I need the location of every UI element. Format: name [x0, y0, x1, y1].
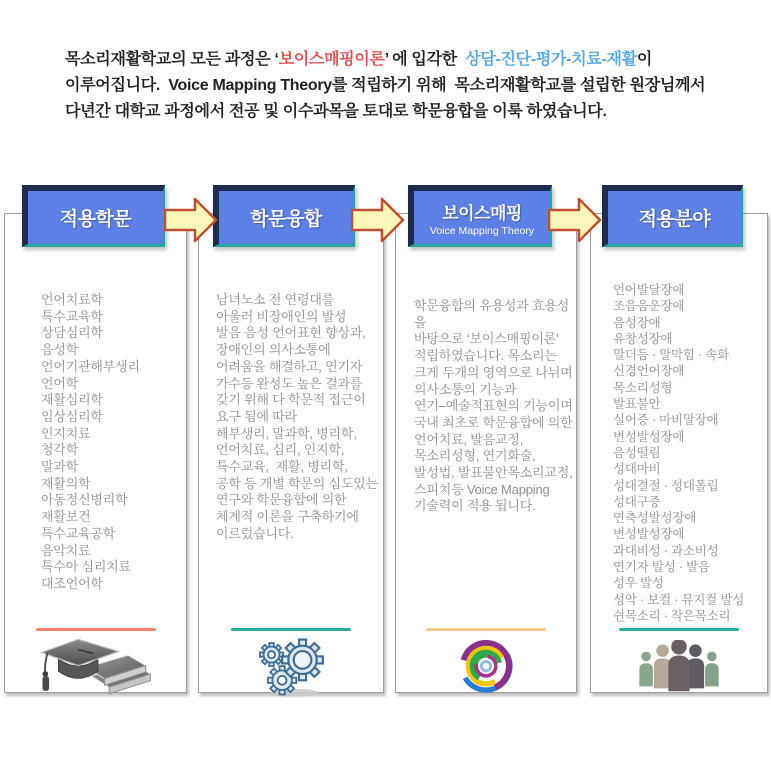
list-item: 음성장애	[613, 315, 661, 330]
list-item: 발음 음성 언어표현 향상과,	[216, 325, 366, 341]
header-title: 학문융합	[250, 209, 322, 230]
column-card-convergence	[198, 213, 384, 693]
list-item: 말더듬 · 말막힘 · 속화	[613, 348, 730, 363]
list-item: 인지치료	[41, 425, 91, 441]
list-item: 성악 · 보컬 · 뮤지컬 발성	[613, 592, 745, 607]
list-item: 적립하였습니다. 목소리는	[414, 348, 557, 364]
list-item: 언어학	[41, 375, 79, 391]
separator-line	[426, 628, 546, 631]
list-item: 연기–예술적표현의 기능이며	[414, 398, 573, 414]
list-item: 아동정신병리학	[41, 492, 128, 508]
flow-arrow-3	[548, 197, 602, 243]
color-rings-icon	[396, 636, 576, 698]
list-item: 변성발성장애	[613, 527, 685, 542]
list-item: 신경언어장애	[613, 364, 685, 379]
list-item: 성대마비	[613, 462, 661, 477]
list-item: 재활의학	[41, 475, 91, 491]
list-item: 음성떨림	[613, 445, 661, 460]
list-item: 쉰목소리 · 작은목소리	[613, 608, 731, 623]
list-item: 발표불안	[613, 397, 661, 412]
list-item: 성우 발성	[613, 576, 664, 591]
flow-arrow-2	[351, 197, 405, 243]
convergence-description	[216, 292, 378, 543]
list-item: 목소리성형, 연기화술,	[414, 448, 536, 464]
list-item: 특수아 심리치료	[41, 559, 131, 575]
list-item: 아울러 비장애인의 발성	[216, 308, 347, 324]
list-item: 언어치료학	[41, 292, 103, 307]
column-card-voice-mapping	[395, 213, 577, 693]
list-item: 대조언어학	[41, 575, 103, 591]
header-applied-studies	[22, 185, 165, 247]
list-item: 언어발달장애	[613, 283, 685, 297]
intro-line1-mid: ’ 에 입각한	[384, 51, 466, 68]
list-item: 재활보건	[41, 509, 91, 525]
flow-arrow-1	[164, 197, 218, 243]
graduation-cap-books-icon	[5, 636, 186, 698]
list-item: 실어증 · 마비말장애	[613, 413, 719, 428]
list-item: 특수교육공학	[41, 525, 116, 541]
list-item: 체계적 이론을 구축하기에	[216, 509, 359, 525]
intro-paragraph	[65, 47, 735, 125]
list-item: 목소리성형	[613, 380, 673, 395]
list-item: 연축성발성장애	[613, 511, 697, 526]
header-voice-mapping	[408, 185, 552, 247]
list-item: 공학 등 개별 학문의 심도있는	[216, 475, 378, 491]
column-card-application-fields	[590, 213, 768, 693]
list-item: 언어치료, 발음교정,	[414, 431, 524, 447]
list-item: 가수등 완성도 높은 결과를	[216, 375, 363, 391]
list-item: 재활심리학	[41, 392, 103, 408]
separator-line	[231, 628, 351, 631]
list-item: 의사소통의 기능과	[414, 381, 517, 397]
list-item: 스피치등 Voice Mapping	[414, 481, 550, 497]
header-convergence	[213, 185, 355, 247]
list-item: 변성발성장애	[613, 429, 685, 444]
list-item: 언어치료, 심리, 인지학,	[216, 442, 345, 458]
header-application-fields	[602, 185, 743, 247]
list-item: 연기자 발성 · 발음	[613, 560, 710, 575]
intro-line-1	[65, 47, 735, 73]
list-item: 과대비성 · 과소비성	[613, 543, 719, 558]
column-card-applied-studies	[4, 213, 187, 693]
list-item: 특수교육학	[41, 308, 103, 324]
list-item: 바탕으로 ‘보이스매핑이론’	[414, 331, 559, 347]
list-item: 국내 최초로 학문융합에 의한	[414, 414, 573, 430]
list-item: 언어기관해부생리	[41, 358, 140, 374]
intro-line1-pre: 목소리재활학교의 모든 과정은 ‘	[65, 51, 279, 68]
list-item: 성대결절 · 성대폴립	[613, 478, 719, 493]
list-item: 요구 됨에 따라	[216, 408, 297, 424]
list-item: 조음음운장애	[613, 299, 685, 314]
list-item: 남녀노소 전 연령대를	[216, 292, 335, 307]
header-title: 적용분야	[638, 209, 711, 230]
separator-line	[619, 628, 739, 631]
list-item: 연구와 학문융합에 의한	[216, 492, 347, 508]
people-group-icon	[591, 636, 767, 698]
voice-mapping-description	[414, 298, 576, 515]
list-item: 해부생리, 말과학, 병리학,	[216, 425, 357, 441]
list-item: 크게 두개의 영역으로 나뉘며	[414, 364, 573, 380]
intro-line-3: 다년간 대학교 과정에서 전공 및 이수과목을 토대로 학문융합을 이룩 하였습니다.	[65, 103, 607, 120]
gears-icon	[199, 636, 383, 698]
list-item: 갖기 위해 다 학문적 접근이	[216, 392, 366, 408]
separator-line	[36, 628, 156, 631]
intro-line1-post: 이	[636, 51, 653, 68]
intro-line1-highlight-blue: 상담-진단-평가-치료-재활	[465, 51, 637, 68]
list-item: 음악치료	[41, 542, 91, 558]
list-item: 특수교육, 재활, 병리학,	[216, 459, 348, 475]
list-item: 이르렀습니다.	[216, 525, 294, 541]
header-subtitle: Voice Mapping Theory	[429, 224, 535, 237]
intro-line1-highlight-red: 보이스매핑이론	[278, 51, 385, 68]
header-title: 적용학문	[59, 209, 132, 230]
list-item: 어려움을 해결하고, 연기자	[216, 358, 363, 374]
list-item: 유창성장애	[613, 331, 673, 346]
list-item: 발성법, 발표불안목소리교정,	[414, 465, 573, 481]
applied-studies-list	[41, 292, 140, 593]
application-fields-list	[613, 282, 744, 624]
list-item: 상담심리학	[41, 325, 103, 341]
list-item: 말과학	[41, 459, 79, 475]
list-item: 음성학	[41, 342, 79, 358]
list-item: 성대구증	[613, 494, 661, 509]
list-item: 청각학	[41, 442, 79, 458]
header-title: 보이스매핑	[442, 203, 522, 223]
list-item: 기술력이 적용 됩니다.	[414, 498, 536, 514]
list-item: 임상심리학	[41, 408, 103, 424]
list-item: 장애인의 의사소통에	[216, 342, 331, 358]
list-item: 학문융합의 유용성과 효용성을	[414, 298, 570, 330]
intro-line-2: 이루어집니다. Voice Mapping Theory를 적립하기 위해 목소리재활학교를 설립한 원장님께서	[65, 77, 706, 94]
